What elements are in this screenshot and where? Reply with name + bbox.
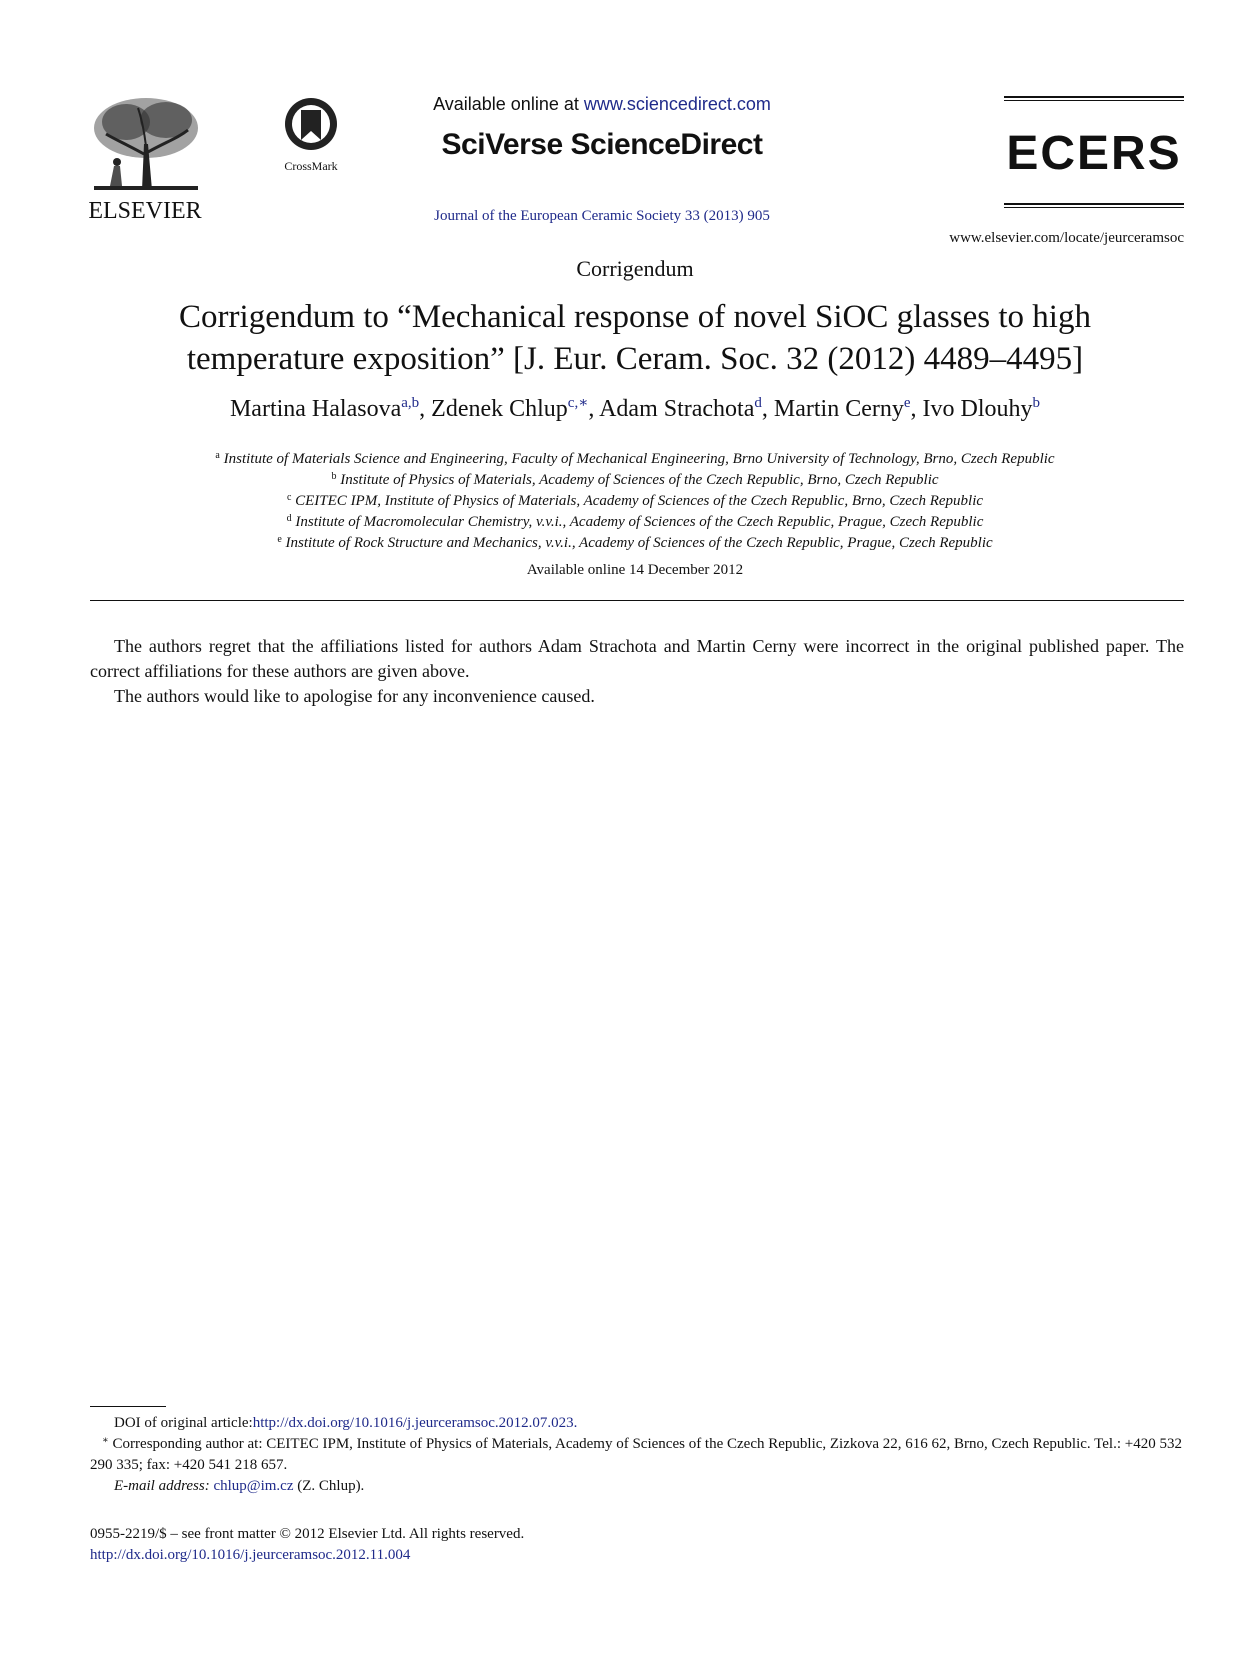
title-line-1: Corrigendum to “Mechanical response of novel SiOC glasses to high <box>179 299 1091 335</box>
footnote-divider <box>90 1406 166 1407</box>
society-logo-text: ECERS <box>1006 127 1182 180</box>
author-name: Zdenek Chlup <box>431 396 568 422</box>
sciencedirect-link[interactable]: www.sciencedirect.com <box>583 94 771 114</box>
article-doi-link[interactable]: http://dx.doi.org/10.1016/j.jeurceramsoc.2012.11.004 <box>90 1547 411 1563</box>
elsevier-logo <box>86 94 204 224</box>
copyright-block <box>90 1524 1184 1566</box>
affiliation-item <box>100 512 1170 533</box>
copyright-line: 0955-2219/$ – see front matter © 2012 Elsevier Ltd. All rights reserved. <box>90 1526 525 1542</box>
logo-top-rule <box>1004 96 1184 101</box>
doi-footnote <box>90 1413 1184 1434</box>
paper-title <box>100 296 1170 380</box>
elsevier-tree-icon <box>86 94 204 194</box>
email-footnote <box>90 1476 1184 1497</box>
affiliation-label: a <box>215 450 220 461</box>
platform-logo: SciVerse ScienceDirect <box>441 128 763 161</box>
affiliation-text: Institute of Materials Science and Engineering, Faculty of Mechanical Engineering, Brno University of Technology, Brno, Czech Republic <box>223 451 1055 467</box>
email-link[interactable]: chlup@im.cz <box>213 1478 294 1494</box>
author-affiliation-marker[interactable]: b <box>1032 395 1041 411</box>
author-separator: , <box>761 396 774 422</box>
corresponding-marker: ∗ <box>102 1435 109 1446</box>
article-body <box>90 634 1184 709</box>
email-suffix: (Z. Chlup). <box>293 1478 365 1494</box>
corresponding-footnote <box>90 1434 1184 1476</box>
author-affiliation-marker[interactable]: e <box>903 395 911 411</box>
crossmark-label: CrossMark <box>284 159 338 173</box>
author-name: Adam Strachota <box>599 396 755 422</box>
author-affiliation-marker[interactable]: d <box>754 395 762 411</box>
available-online-line <box>360 94 844 115</box>
author-list <box>100 396 1170 423</box>
original-doi-link[interactable]: http://dx.doi.org/10.1016/j.jeurceramsoc.2012.07.023 <box>252 1415 574 1431</box>
header-divider <box>90 600 1184 601</box>
logo-bottom-rule <box>1004 203 1184 208</box>
author-name: Ivo Dlouhy <box>922 396 1033 422</box>
affiliation-label: b <box>331 471 337 482</box>
section-type: Corrigendum <box>576 256 694 281</box>
affiliation-item <box>100 449 1170 470</box>
affiliation-label: d <box>286 513 292 524</box>
available-online-date: Available online 14 December 2012 <box>526 562 744 578</box>
author-name: Martin Cerny <box>773 396 904 422</box>
author-name: Martina Halasova <box>229 396 402 422</box>
affiliation-item <box>100 533 1170 554</box>
affiliation-item <box>100 491 1170 512</box>
email-label: E-mail address: <box>114 1478 210 1494</box>
author-separator: , <box>910 396 923 422</box>
author-affiliation-marker[interactable]: a,b <box>401 395 420 411</box>
affiliation-text: Institute of Rock Structure and Mechanics, v.v.i., Academy of Sciences of the Czech Republic, Prague, Czech Republic <box>285 535 993 551</box>
author-affiliation-marker[interactable]: c,∗ <box>567 395 589 411</box>
doi-prefix: DOI of original article: <box>114 1415 253 1431</box>
crossmark-badge[interactable] <box>276 96 346 176</box>
society-logo <box>1004 96 1184 208</box>
author-separator: , <box>588 396 600 422</box>
body-paragraph: The authors would like to apologise for any inconvenience caused. <box>114 686 595 706</box>
journal-citation[interactable]: Journal of the European Ceramic Society 33 (2013) 905 <box>434 208 770 224</box>
title-line-2: temperature exposition” [J. Eur. Ceram. Soc. 32 (2012) 4489–4495] <box>186 341 1084 377</box>
body-paragraph: The authors regret that the affiliations listed for authors Adam Strachota and Martin Cerny were incorrect in the original published paper. The correct affiliations for these authors are given above. <box>90 636 1184 681</box>
publisher-name: ELSEVIER <box>88 198 202 224</box>
journal-url[interactable]: www.elsevier.com/locate/jeurceramsoc <box>949 230 1184 246</box>
author-separator: , <box>419 396 432 422</box>
affiliation-text: CEITEC IPM, Institute of Physics of Materials, Academy of Sciences of the Czech Republic, Brno, Czech Republic <box>295 493 984 509</box>
affiliation-list <box>100 449 1170 554</box>
affiliation-label: e <box>277 534 282 545</box>
affiliation-label: c <box>286 492 292 503</box>
affiliation-text: Institute of Physics of Materials, Academy of Sciences of the Czech Republic, Brno, Czech Republic <box>340 472 939 488</box>
corresponding-text: Corresponding author at: CEITEC IPM, Institute of Physics of Materials, Academy of Sciences of the Czech Republic, Zizkova 22, 616 62, Brno, Czech Republic. Tel.: +420 532 290 335; fax: +420 541 218 657. <box>90 1436 1182 1473</box>
available-online-prefix: Available online at <box>433 94 584 114</box>
affiliation-text: Institute of Macromolecular Chemistry, v.v.i., Academy of Sciences of the Czech Republic, Prague, Czech Republic <box>295 514 984 530</box>
crossmark-icon <box>283 96 339 152</box>
doi-suffix: . <box>573 1415 578 1431</box>
affiliation-item <box>100 470 1170 491</box>
footnotes <box>90 1413 1184 1497</box>
